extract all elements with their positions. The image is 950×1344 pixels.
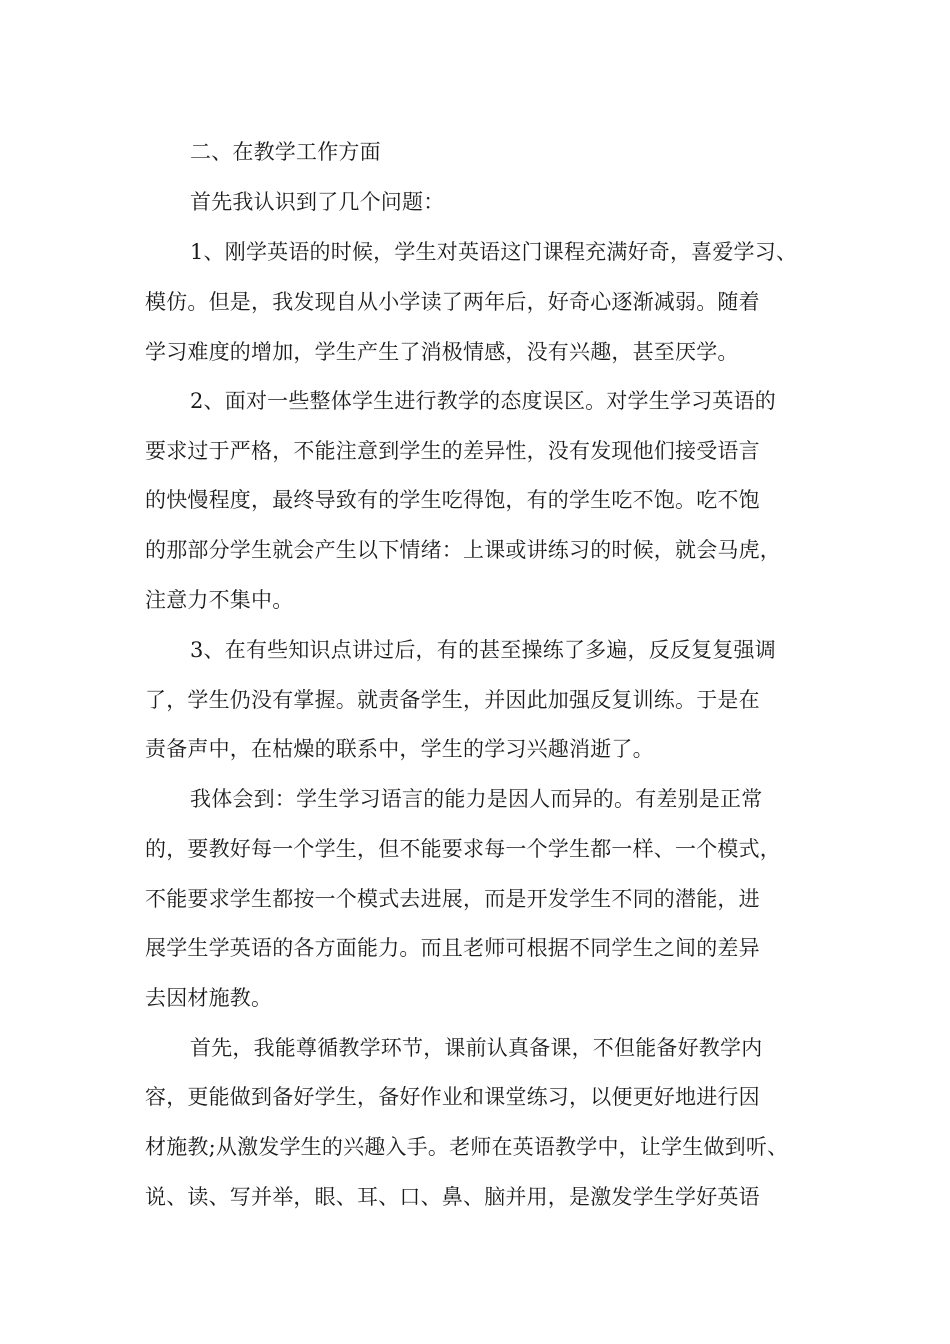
text-line: 材施教;从激发学生的兴趣入手。老师在英语教学中，让学生做到听、 xyxy=(145,1135,789,1159)
text-line: 去因材施教。 xyxy=(145,986,273,1010)
text-line: 注意力不集中。 xyxy=(145,588,294,612)
text-line: 我体会到：学生学习语言的能力是因人而异的。有差别是正常 xyxy=(190,787,763,811)
text-line: 模仿。但是，我发现自从小学读了两年后，好奇心逐渐减弱。随着 xyxy=(145,290,760,314)
text-line: 说、读、写并举，眼、耳、口、鼻、脑并用，是激发学生学好英语 xyxy=(145,1185,760,1209)
text-line: 的那部分学生就会产生以下情绪：上课或讲练习的时候，就会马虎， xyxy=(145,538,781,562)
text-line: 3、在有些知识点讲过后，有的甚至操练了多遍，反反复复强调 xyxy=(190,638,776,662)
section-heading: 二、在教学工作方面 xyxy=(190,140,381,164)
text-line: 责备声中，在枯燥的联系中，学生的学习兴趣消逝了。 xyxy=(145,737,654,761)
text-line: 首先我认识到了几个问题： xyxy=(190,190,445,214)
text-line: 学习难度的增加，学生产生了消极情感，没有兴趣，甚至厌学。 xyxy=(145,340,739,364)
text-line: 不能要求学生都按一个模式去进展，而是开发学生不同的潜能，进 xyxy=(145,887,760,911)
text-line: 展学生学英语的各方面能力。而且老师可根据不同学生之间的差异 xyxy=(145,936,760,960)
text-line: 1、刚学英语的时候，学生对英语这门课程充满好奇，喜爱学习、 xyxy=(190,240,798,264)
text-line: 的快慢程度，最终导致有的学生吃得饱，有的学生吃不饱。吃不饱 xyxy=(145,488,760,512)
text-line: 容，更能做到备好学生，备好作业和课堂练习，以便更好地进行因 xyxy=(145,1085,760,1109)
text-line: 的，要教好每一个学生，但不能要求每一个学生都一样、一个模式， xyxy=(145,837,781,861)
text-line: 首先，我能尊循教学环节，课前认真备课，不但能备好教学内 xyxy=(190,1036,763,1060)
text-line: 了，学生仍没有掌握。就责备学生，并因此加强反复训练。于是在 xyxy=(145,688,760,712)
text-line: 要求过于严格，不能注意到学生的差异性，没有发现他们接受语言 xyxy=(145,439,760,463)
text-line: 2、面对一些整体学生进行教学的态度误区。对学生学习英语的 xyxy=(190,389,776,413)
